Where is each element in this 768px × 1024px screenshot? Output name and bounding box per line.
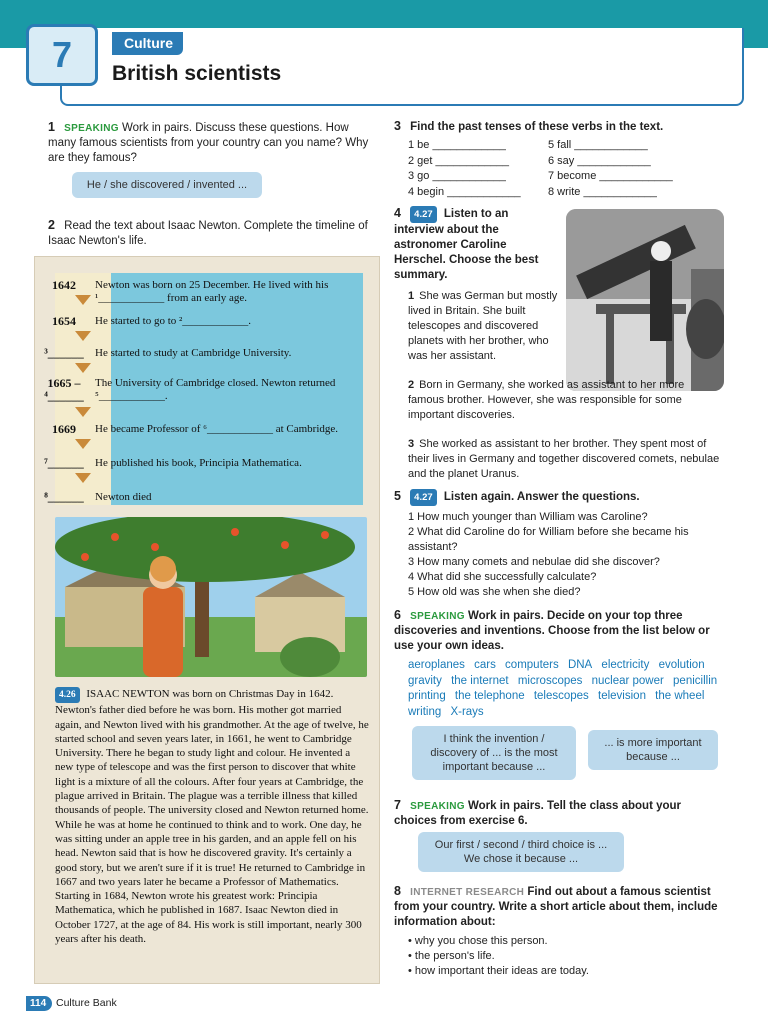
- exercise-6: [394, 608, 724, 654]
- timeline-text: Newton died: [95, 491, 152, 503]
- word-item: DNA: [567, 659, 593, 671]
- word-item: X-rays: [450, 705, 484, 718]
- bullet-text: why you chose this person.: [414, 935, 548, 947]
- timeline-year: 1669: [52, 422, 76, 436]
- timeline-text: He published his book, Principia Mathematica.: [95, 457, 302, 469]
- word-item: television: [598, 690, 646, 702]
- exercise-instruction: Work in pairs. Decide on your top three discoveries and inventions. Choose from the list below or use your own ideas.: [394, 610, 710, 652]
- exercise-instruction: Listen to an interview about the astronomer Caroline Herschel. Choose the best summary.: [394, 208, 539, 281]
- audio-track-badge[interactable]: 4.27: [410, 206, 437, 223]
- timeline-text: He started to go to ²____________.: [95, 315, 252, 327]
- exercise-number: 7: [394, 798, 401, 812]
- word-item: printing: [408, 690, 446, 702]
- verb-item: 3 go ____________: [408, 170, 506, 182]
- question-item: 3 How many comets and nebulae did she discover?: [408, 556, 660, 568]
- internet-research-keyword: INTERNET RESEARCH: [410, 887, 525, 898]
- option-text: She was German but mostly lived in Britain. She built telescopes and discovered planets with her brother, who was her assistant.: [408, 290, 558, 362]
- option-text: She worked as assistant to her brother. They spent most of their lives in Germany and together discovered comets, nebulae and the planet Uranus.: [408, 438, 720, 480]
- verb-item: 1 be ____________: [408, 139, 506, 151]
- speech-bubble: Our first / second / third choice is ... We chose it because ...: [418, 832, 624, 872]
- story-text: ISAAC NEWTON was born on Christmas Day in 1642. Newton's father died before he was born. His mother got married again, and Newton lived with his grandmother. At the age of twelve, he started school and seven years later, in 1661, he went to Cambridge University. There he began to study light and colour. He invented a new type of telescope and was the first person to discover that white light is a mixture of all the colours. After four years at Cambridge, the plague arrived in Britain. The plague was a terrible illness that killed thousands of people. The university closed and Newton returned home. While he was at home he continued to think and to work. One day, he was sitting under an apple tree in his garden, and an apple fell on his head. Newton said that is how he discovered gravity. It's certainly a good story, but we aren't sure if it is true! He returned to Cambridge in 1667 and two years later he became a Professor of Mathematics. Starting in 1684, Newton wrote his greatest work: Principia Mathematica, which he published in 1687. Isaac Newton died in October 1727, at the age of 84. His work is still important, nearly 300 years after his death.: [55, 688, 369, 946]
- bullet-text: the person's life.: [414, 950, 495, 962]
- speaking-keyword: SPEAKING: [410, 801, 465, 812]
- summary-option-3: [408, 437, 728, 482]
- timeline-arrow: [75, 439, 91, 449]
- exercise-4: [394, 206, 554, 283]
- exercise-2: [48, 218, 378, 249]
- timeline-year: 1642: [52, 278, 76, 292]
- page-title: British scientists: [112, 62, 282, 85]
- timeline-arrow: [75, 407, 91, 417]
- unit-number: 7: [26, 24, 98, 86]
- bullet-item: • how important their ideas are today.: [408, 965, 589, 977]
- word-item: telescopes: [533, 690, 589, 702]
- timeline-year: ⁸______: [44, 490, 84, 504]
- word-item: the internet: [451, 674, 509, 687]
- word-item: computers: [505, 659, 559, 671]
- timeline-arrow: [75, 363, 91, 373]
- question-item: 4 What did she successfully calculate?: [408, 571, 597, 583]
- exercise-number: 2: [48, 218, 55, 232]
- word-item: the wheel: [655, 690, 705, 702]
- speech-bubble: I think the invention / discovery of ... is the most important because ...: [412, 726, 576, 780]
- word-item: cars: [474, 659, 496, 671]
- question-item: 2 What did Caroline do for William before she became his assistant?: [408, 526, 689, 553]
- speech-bubble: ... is more important because ...: [588, 730, 718, 770]
- exercise-instruction: Read the text about Isaac Newton. Complete the timeline of Isaac Newton's life.: [48, 220, 368, 247]
- question-list: [408, 510, 726, 600]
- timeline-year: 1654: [52, 314, 76, 328]
- option-number: 3: [408, 438, 415, 450]
- illustration-svg: [566, 209, 724, 391]
- word-item: aeroplanes: [408, 659, 465, 671]
- exercise-5: [394, 489, 744, 506]
- word-list: [408, 658, 738, 720]
- timeline-text: Newton was born on 25 December. He lived with his ¹____________ from an early age.: [95, 279, 329, 304]
- verb-item: 5 fall ____________: [548, 139, 648, 151]
- verb-item: 8 write ____________: [548, 185, 657, 198]
- exercise-1: [48, 120, 378, 166]
- word-item: gravity: [408, 674, 442, 687]
- audio-track-badge[interactable]: 4.26: [55, 687, 80, 703]
- timeline-year: 1665 – ⁴______: [44, 376, 84, 403]
- verb-item: 2 get ____________: [408, 154, 509, 167]
- option-text: Born in Germany, she worked as assistant to her more famous brother. However, she was responsible for some important discoveries.: [408, 379, 685, 421]
- exercise-instruction: Find out about a famous scientist from your country. Write a short article about them, include information about:: [394, 886, 718, 928]
- word-item: penicillin: [673, 674, 718, 687]
- verb-item: 6 say ____________: [548, 154, 651, 167]
- page-number: 114: [26, 996, 52, 1011]
- timeline-text: He started to study at Cambridge University.: [95, 347, 292, 359]
- speech-bubble: He / she discovered / invented ...: [72, 172, 262, 198]
- exercise-instruction: Work in pairs. Tell the class about your choices from exercise 6.: [394, 800, 682, 827]
- verb-list-right: [548, 138, 728, 200]
- timeline-arrow: [75, 331, 91, 341]
- word-item: microscopes: [517, 674, 583, 687]
- exercise-instruction: Work in pairs. Discuss these questions. How many famous scientists from your country can you name? Why are they famous?: [48, 122, 369, 164]
- summary-option-1: [408, 289, 563, 364]
- question-item: 1 How much younger than William was Caroline?: [408, 511, 648, 523]
- verb-item: 7 become ____________: [548, 170, 673, 182]
- newton-card: [34, 256, 380, 984]
- exercise-8: [394, 884, 724, 930]
- exercise-number: 3: [394, 119, 401, 133]
- word-item: electricity: [601, 659, 650, 671]
- timeline-arrow: [75, 295, 91, 305]
- option-number: 1: [408, 290, 415, 302]
- newton-apple-tree-illustration: [55, 517, 367, 677]
- word-item: writing: [408, 705, 442, 718]
- illustration-svg: [55, 517, 367, 677]
- section-tab: Culture: [112, 32, 183, 55]
- exercise-instruction: Listen again. Answer the questions.: [443, 491, 640, 503]
- timeline-year: ⁷______: [44, 456, 84, 470]
- verb-item: 4 begin ____________: [408, 185, 521, 198]
- bullet-text: how important their ideas are today.: [414, 965, 589, 977]
- audio-track-badge[interactable]: 4.27: [410, 489, 437, 506]
- exercise-number: 4: [394, 206, 401, 220]
- exercise-number: 6: [394, 608, 401, 622]
- footer-label: Culture Bank: [56, 997, 117, 1009]
- bullet-item: • the person's life.: [408, 950, 495, 962]
- exercise-3: [394, 119, 744, 135]
- exercise-number: 5: [394, 489, 401, 503]
- verb-list-left: [408, 138, 548, 200]
- speaking-keyword: SPEAKING: [410, 611, 465, 622]
- herschel-telescope-illustration: [566, 209, 724, 391]
- newton-story: [55, 687, 369, 946]
- exercise-number: 8: [394, 884, 401, 898]
- timeline-text: He became Professor of ⁶____________ at Cambridge.: [95, 423, 339, 435]
- question-item: 5 How old was she when she died?: [408, 586, 581, 598]
- bullet-list: [408, 934, 708, 979]
- timeline-year: ³______: [44, 346, 84, 360]
- summary-option-2: [408, 378, 718, 423]
- exercise-7: [394, 798, 724, 829]
- exercise-instruction: Find the past tenses of these verbs in the text.: [410, 121, 664, 133]
- option-number: 2: [408, 379, 415, 391]
- timeline-arrow: [75, 473, 91, 483]
- word-item: nuclear power: [591, 674, 664, 687]
- timeline-text: The University of Cambridge closed. Newton returned ⁵____________.: [95, 377, 336, 402]
- word-item: evolution: [658, 659, 705, 671]
- exercise-number: 1: [48, 120, 55, 134]
- speaking-keyword: SPEAKING: [64, 123, 119, 134]
- bullet-item: • why you chose this person.: [408, 935, 548, 947]
- word-item: the telephone: [454, 690, 525, 702]
